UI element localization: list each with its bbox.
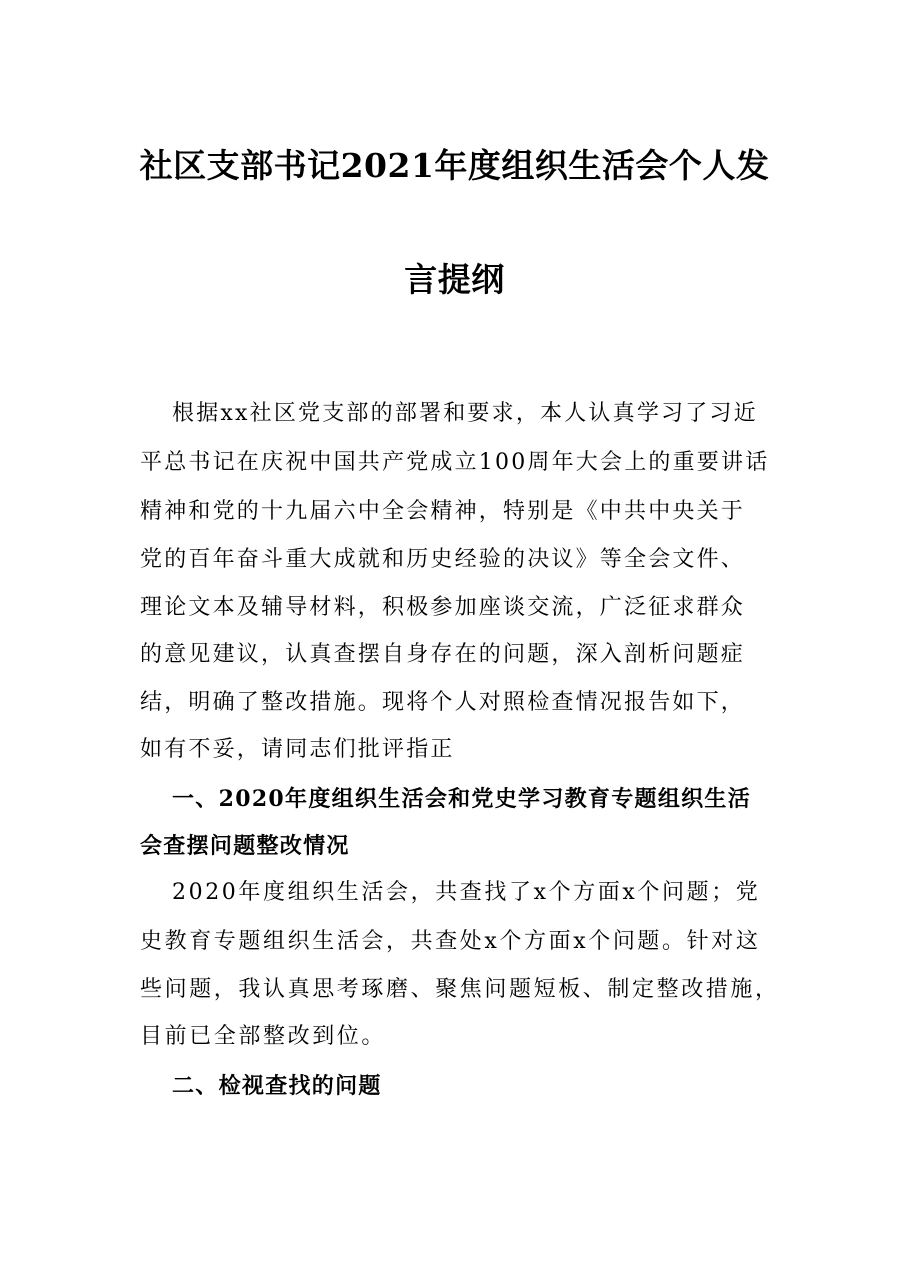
- intro-line-1: 根据xx社区党支部的部署和要求，本人认真学习了习近: [172, 401, 758, 426]
- intro-line-4: 党的百年奋斗重大成就和历史经验的决议》等全会文件、: [140, 547, 746, 572]
- intro-line-5: 理论文本及辅导材料，积极参加座谈交流，广泛征求群众: [140, 595, 746, 620]
- section-1-body-line-2: 史教育专题组织生活会，共查处x个方面x个问题。针对这: [140, 929, 761, 954]
- section-2-heading: 二、检视查找的问题: [172, 1073, 382, 1099]
- section-1-body-line-1: 2020年度组织生活会，共查找了x个方面x个问题；党: [172, 880, 761, 905]
- section-1-body-line-3: 些问题，我认真思考琢磨、聚焦问题短板、制定整改措施，: [140, 977, 780, 1002]
- document-title-line-1: 社区支部书记2021年度组织生活会个人发: [139, 146, 770, 185]
- intro-line-3: 精神和党的十九届六中全会精神，特别是《中共中央关于: [140, 499, 746, 524]
- document-title-line-2: 言提纲: [404, 260, 505, 299]
- intro-line-6: 的意见建议，认真查摆自身存在的问题，深入剖析问题症: [140, 642, 746, 667]
- intro-line-7: 结，明确了整改措施。现将个人对照检查情况报告如下，: [140, 690, 746, 715]
- section-1-heading-line-2: 会查摆问题整改情况: [140, 833, 350, 859]
- intro-line-8: 如有不妥，请同志们批评指正: [140, 737, 455, 762]
- section-1-heading-line-1: 一、2020年度组织生活会和党史学习教育专题组织生活: [172, 786, 752, 812]
- intro-line-2: 平总书记在庆祝中国共产党成立100周年大会上的重要讲话: [140, 450, 770, 475]
- section-1-body-line-4: 目前已全部整改到位。: [140, 1024, 387, 1049]
